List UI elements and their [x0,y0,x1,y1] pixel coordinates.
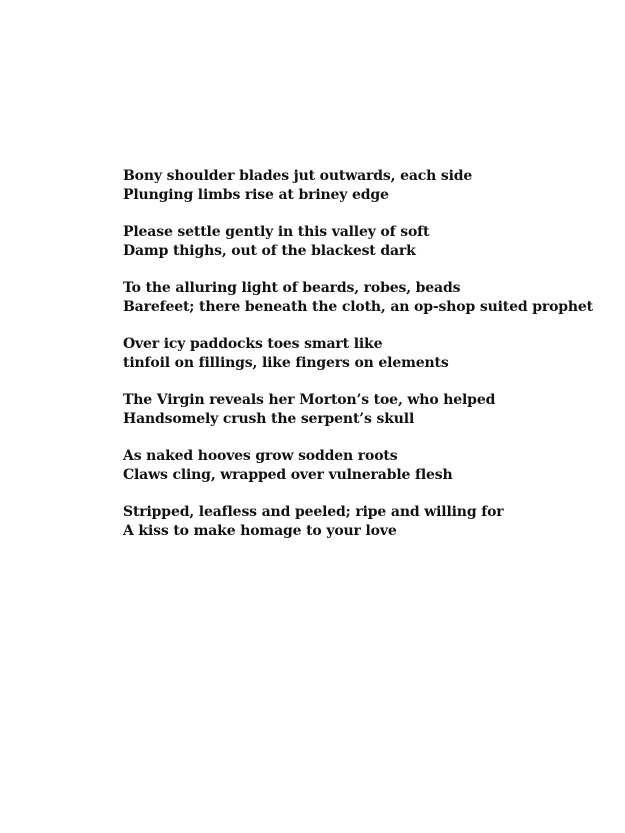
poem-stanza [123,447,603,485]
poem-stanza [123,167,603,205]
poem-line: Barefeet; there beneath the cloth, an op-shop suited prophet [123,299,594,315]
poem-line: Handsomely crush the serpent’s skull [123,411,415,427]
poem-line: Bony shoulder blades jut outwards, each side [123,168,473,184]
poem-line: To the alluring light of beards, robes, beads [123,280,461,296]
poem-line: Claws cling, wrapped over vulnerable flesh [123,467,453,483]
poem-body [123,167,603,559]
poem-stanza [123,279,603,317]
poem-line: Plunging limbs rise at briney edge [123,187,389,203]
poem-stanza [123,503,603,541]
poem-line: Over icy paddocks toes smart like [123,336,383,352]
poem-line: The Virgin reveals her Morton’s toe, who helped [123,392,496,408]
poem-line: tinfoil on fillings, like fingers on elements [123,355,449,371]
poem-stanza [123,335,603,373]
poem-line: A kiss to make homage to your love [123,523,397,539]
poem-line: Damp thighs, out of the blackest dark [123,243,416,259]
poem-stanza [123,391,603,429]
poem-stanza [123,223,603,261]
poem-line: Stripped, leafless and peeled; ripe and willing for [123,504,504,520]
poem-line: Please settle gently in this valley of soft [123,224,430,240]
poem-line: As naked hooves grow sodden roots [123,448,398,464]
